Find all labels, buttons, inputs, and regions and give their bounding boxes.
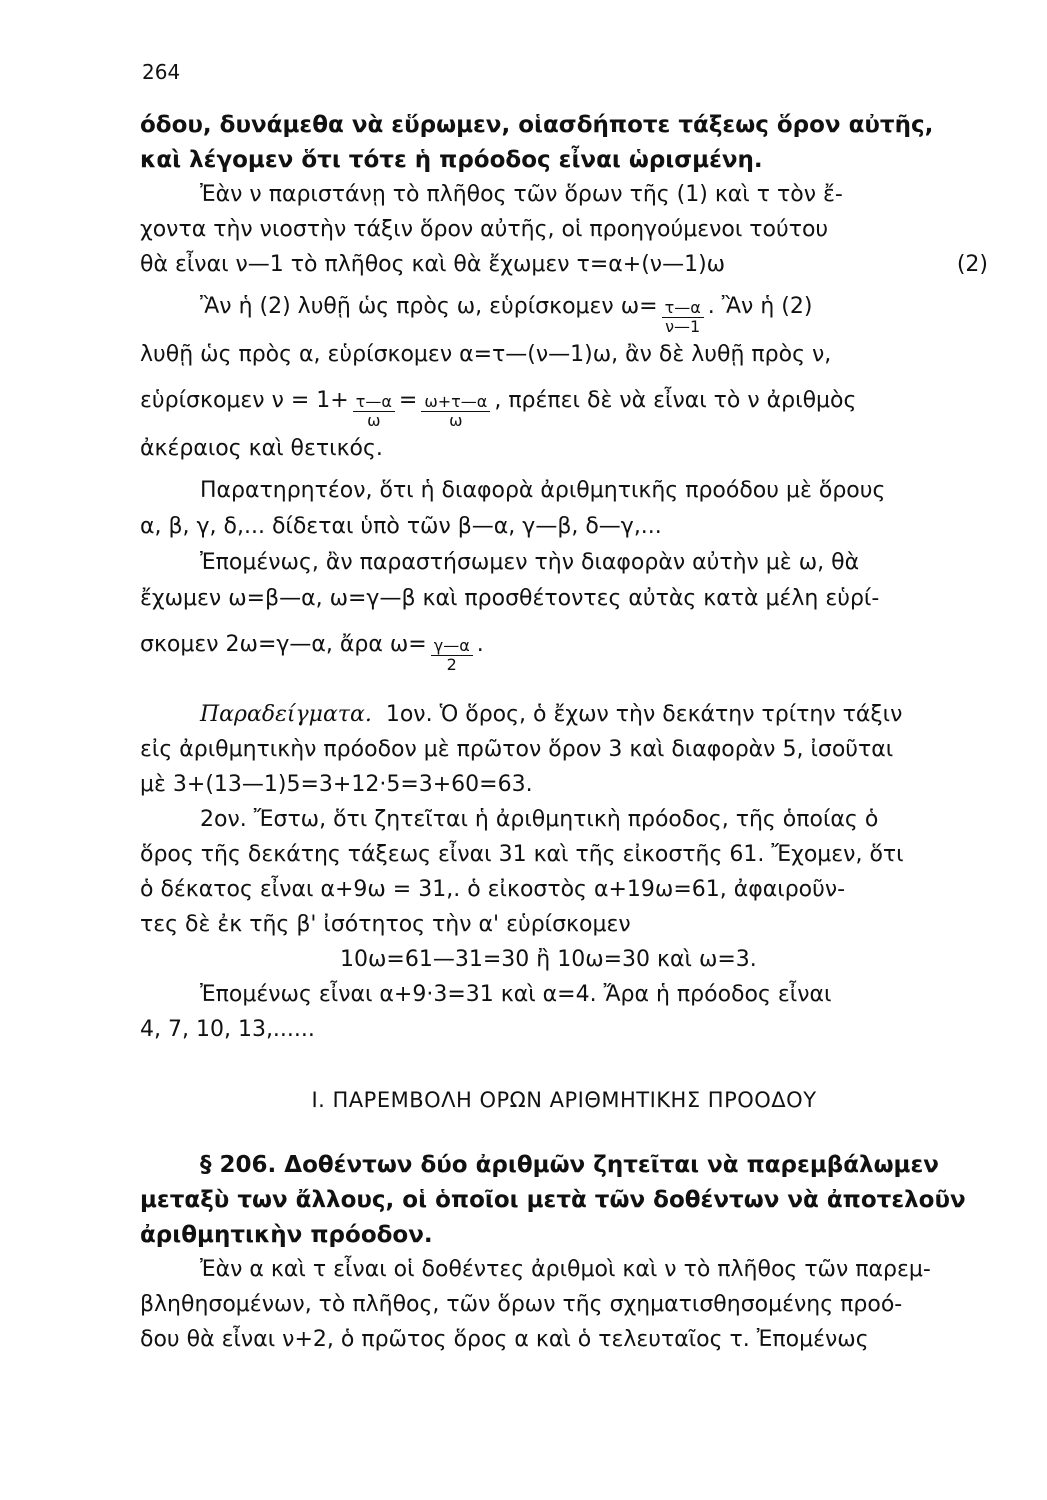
- text-line: μεταξὺ των ἄλλους, οἱ ὁποῖοι μετὰ τῶν δοθέντων νὰ ἀποτελοῦν: [140, 1187, 966, 1213]
- text-line: εἰς ἀριθμητικὴν πρόοδον μὲ πρῶτον ὅρον 3 καὶ διαφορὰν 5, ἰσοῦται: [140, 737, 894, 762]
- text-line: χοντα τὴν νιοστὴν τάξιν ὅρον αὐτῆς, οἱ προηγούμενοι τούτου: [140, 217, 829, 242]
- text-line: όδου, δυνάμεθα νὰ εὕρωμεν, οἱασδήποτε τάξεως ὅρον αὐτῆς,: [140, 112, 934, 138]
- fraction: $\frac{\omega+\tau—\alpha}{\omega}$: [421, 393, 490, 430]
- text-line: ἔχωμεν ω=β—α, ω=γ—β καὶ προσθέτοντες αὐτὰς κατὰ μέλη εὑρί-: [140, 586, 880, 611]
- text-line: καὶ λέγομεν ὅτι τότε ἡ πρόοδος εἶναι ὡρισμένη.: [140, 147, 763, 173]
- text-line: 10ω=61—31=30 ἢ 10ω=30 καὶ ω=3.: [340, 947, 757, 972]
- section-heading: Ι. ΠΑΡΕΜΒΟΛΗ ΟΡΩΝ ΑΡΙΘΜΗΤΙΚΗΣ ΠΡΟΟΔΟΥ: [311, 1088, 817, 1112]
- text-line: μὲ 3+(13—1)5=3+12·5=3+60=63.: [140, 772, 533, 797]
- text-line: εὑρίσκομεν ν = 1+ $\frac{\tau—\alpha}{\omega}$ = $\frac{\omega+\tau—\alpha}{\omega}$ , πρέπει δὲ νὰ εἶναι τὸ ν ἀριθμὸς: [140, 388, 857, 430]
- text-line: § 206. Δοθέντων δύο ἀριθμῶν ζητεῖται νὰ παρεμβάλωμεν: [200, 1152, 939, 1178]
- text-line: α, β, γ, δ,... δίδεται ὑπὸ τῶν β—α, γ—β, δ—γ,...: [140, 514, 662, 539]
- text-line: ἀκέραιος καὶ θετικός.: [140, 436, 383, 461]
- fraction: $\frac{\tau—\alpha}{\omega}$: [353, 393, 395, 430]
- text-line: Παραδείγματα. 1ον. Ὁ ὅρος, ὁ ἔχων τὴν δεκάτην τρίτην τάξιν: [200, 700, 988, 730]
- fraction: $\frac{\gamma—\alpha}{2}$: [431, 637, 473, 674]
- text-line: Ἐπομένως εἶναι α+9·3=31 καὶ α=4. Ἄρα ἡ πρόοδος εἶναι: [200, 982, 832, 1007]
- text-line: ὅρος τῆς δεκάτης τάξεως εἶναι 31 καὶ τῆς εἰκοστῆς 61. Ἔχομεν, ὅτι: [140, 842, 904, 867]
- text-line: 4, 7, 10, 13,......: [140, 1017, 315, 1042]
- text-line: σκομεν 2ω=γ—α, ἄρα ω= $\frac{\gamma—\alpha}{2}$ .: [140, 632, 484, 674]
- text-line: Παρατηρητέον, ὅτι ἡ διαφορὰ ἀριθμητικῆς προόδου μὲ ὅρους: [200, 478, 886, 503]
- text-line: λυθῇ ὡς πρὸς α, εὑρίσκομεν α=τ—(ν—1)ω, ἂν δὲ λυθῇ πρὸς ν,: [140, 342, 832, 367]
- text-line: δου θὰ εἶναι ν+2, ὁ πρῶτος ὅρος α καὶ ὁ τελευταῖος τ. Ἐπομένως: [140, 1327, 869, 1352]
- fraction: $\frac{\tau—\alpha}{\nu—1}$: [662, 299, 704, 336]
- text-line: τες δὲ ἐκ τῆς β' ἰσότητος τὴν α' εὑρίσκομεν: [140, 912, 631, 937]
- text-line: θὰ εἶναι ν—1 τὸ πλῆθος καὶ θὰ ἔχωμεν τ=α+(ν—1)ω (2): [140, 250, 988, 280]
- examples-label: Παραδείγματα.: [200, 702, 372, 727]
- text-line: ὁ δέκατος εἶναι α+9ω = 31,. ὁ εἰκοστὸς α+19ω=61, ἀφαιροῦν-: [140, 877, 846, 902]
- text-line: Ἂν ἡ (2) λυθῇ ὡς πρὸς ω, εὑρίσκομεν ω= $\frac{\tau—\alpha}{\nu—1}$ . Ἂν ἡ (2): [200, 294, 813, 336]
- text-line: ἀριθμητικὴν πρόοδον.: [140, 1222, 433, 1248]
- text-line: Ἐὰν ν παριστάνῃ τὸ πλῆθος τῶν ὅρων τῆς (1) καὶ τ τὸν ἔ-: [200, 182, 843, 207]
- text-line: βληθησομένων, τὸ πλῆθος, τῶν ὅρων τῆς σχηματισθησομένης προό-: [140, 1292, 903, 1317]
- text-line: Ἐπομένως, ἂν παραστήσωμεν τὴν διαφορὰν αὐτὴν μὲ ω, θὰ: [200, 550, 860, 575]
- text-line: Ἐὰν α καὶ τ εἶναι οἱ δοθέντες ἀριθμοὶ καὶ ν τὸ πλῆθος τῶν παρεμ-: [200, 1257, 931, 1282]
- equation-number: (2): [956, 252, 988, 277]
- page-number: 264: [142, 60, 181, 84]
- text-line: 2ον. Ἔστω, ὅτι ζητεῖται ἡ ἀριθμητικὴ πρόοδος, τῆς ὁποίας ὁ: [200, 807, 879, 832]
